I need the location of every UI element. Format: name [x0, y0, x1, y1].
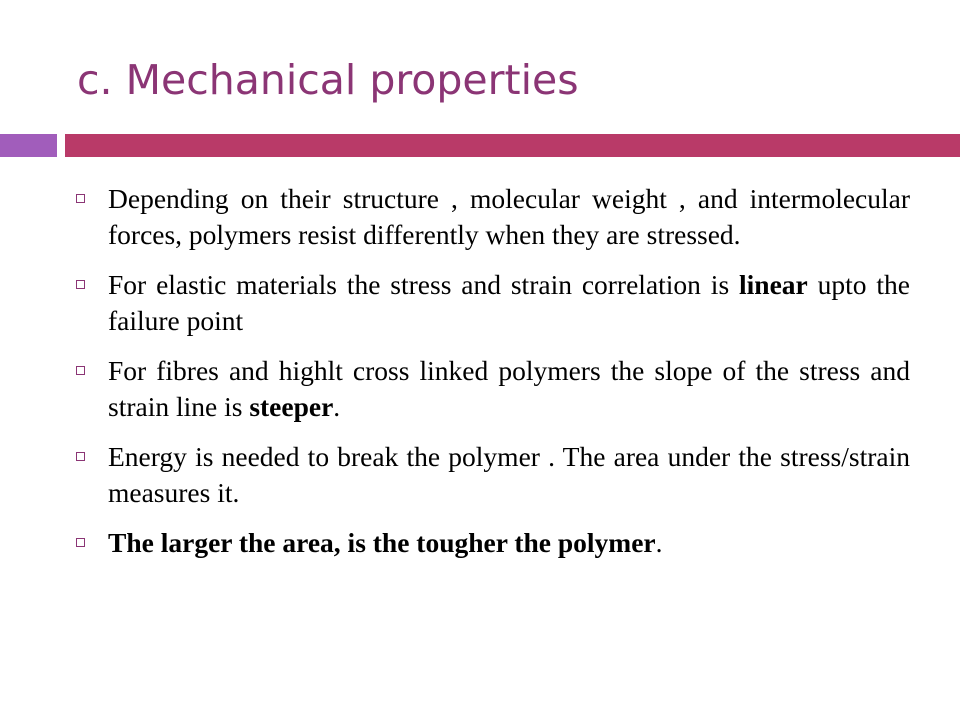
bullet-text: For elastic materials the stress and strain correlation is — [108, 269, 740, 300]
bullet-emphasis: linear — [739, 269, 808, 300]
bullet-text: Depending on their structure , molecular weight , and intermolecular forces, polymers resist differently when they are stressed. — [108, 183, 910, 250]
title-accent-bar-right — [65, 134, 960, 157]
bullet-item — [76, 525, 910, 561]
hollow-square-bullet-icon — [76, 452, 85, 461]
bullet-emphasis: steeper — [249, 391, 334, 422]
bullet-emphasis: The larger the area, is the tougher the polymer — [108, 527, 656, 558]
hollow-square-bullet-icon — [76, 366, 85, 375]
bullet-text: Energy is needed to break the polymer . The area under the stress/strain measures it. — [108, 441, 910, 508]
bullet-item — [76, 181, 910, 253]
bullet-text-tail: upto the failure point — [108, 269, 910, 336]
bullet-text-tail: . — [655, 527, 663, 558]
bullet-text-tail: . — [333, 391, 341, 422]
bullet-item — [76, 353, 910, 425]
bullet-item — [76, 267, 910, 339]
bullet-text: For fibres and highlt cross linked polymers the slope of the stress and strain line is — [108, 355, 910, 422]
bullet-item — [76, 439, 910, 511]
hollow-square-bullet-icon — [76, 194, 85, 203]
slide-title: c. Mechanical properties — [77, 56, 579, 104]
bullet-list — [76, 181, 910, 575]
hollow-square-bullet-icon — [76, 538, 85, 547]
title-accent-bar-left — [0, 134, 57, 157]
hollow-square-bullet-icon — [76, 280, 85, 289]
